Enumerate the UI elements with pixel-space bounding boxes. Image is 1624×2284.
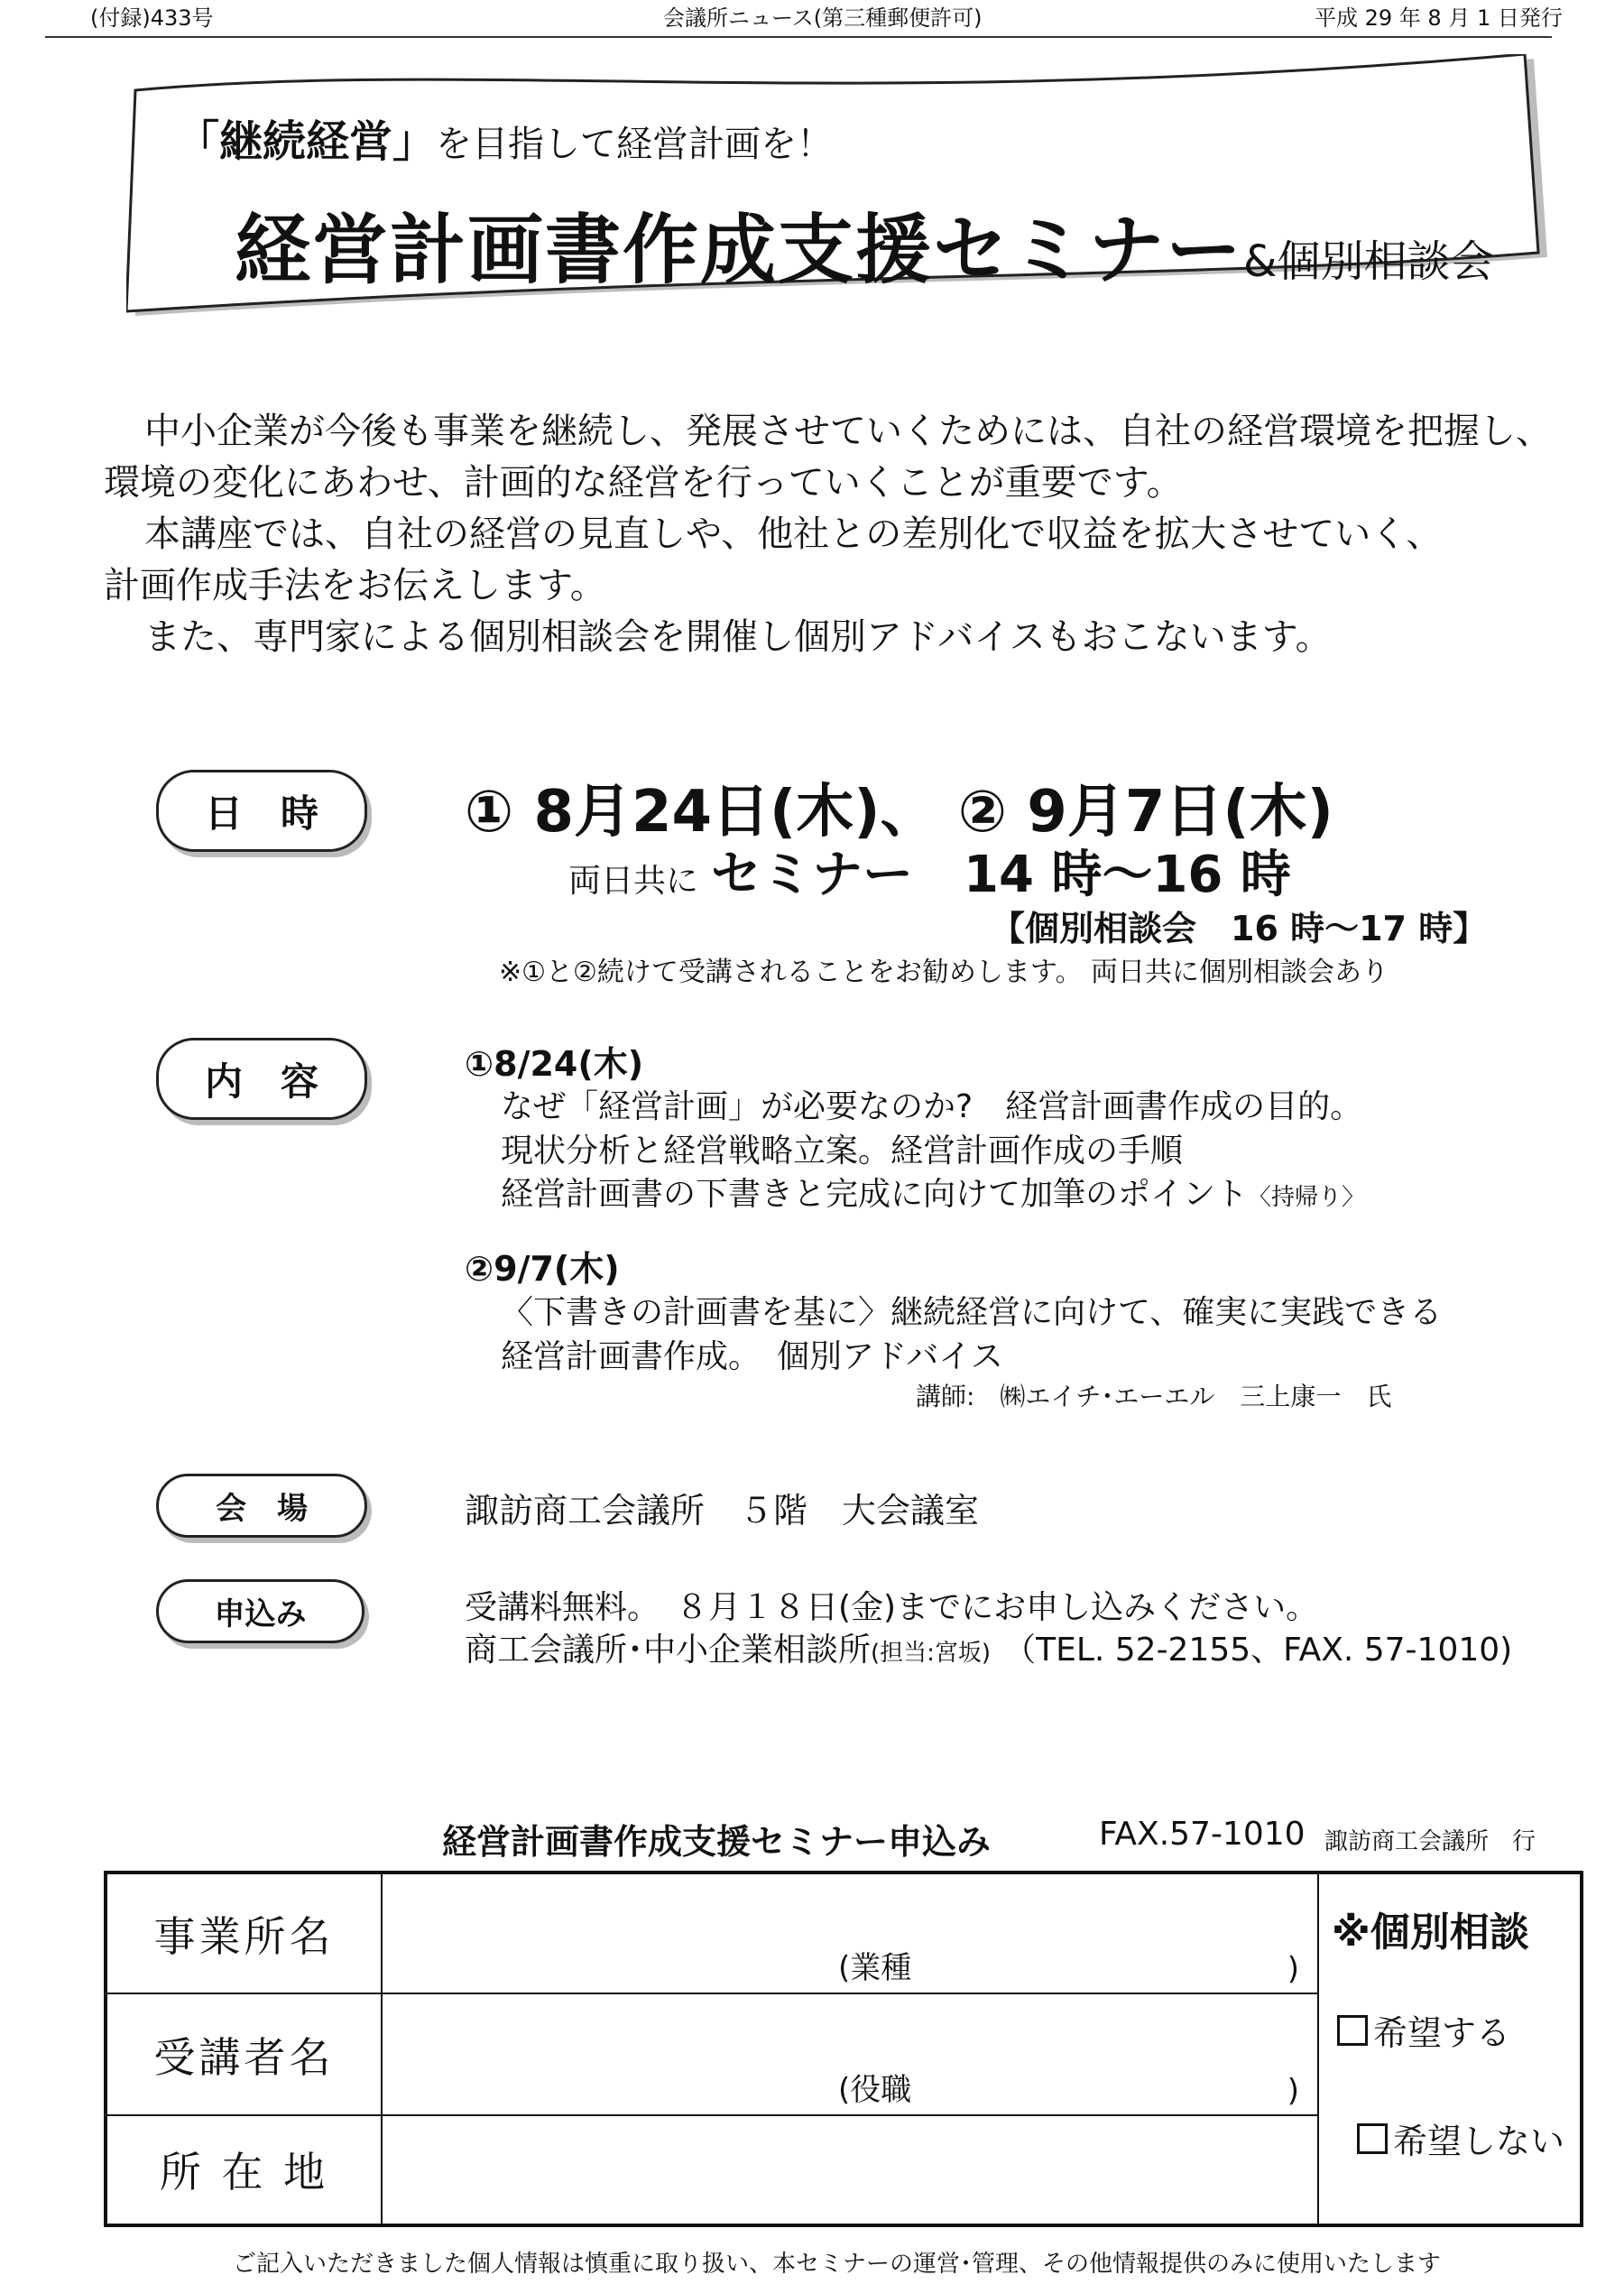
apply-deadline: 受講料無料。 ８月１８日(金)までにお申し込みください。 (465, 1589, 1319, 1626)
privacy-note: ご記入いただきました個人情報は慎重に取り扱い、本セミナーの運営･管理、その他情報提供のみに使用いたします (233, 2251, 1442, 2278)
day1-line: 経営計画書の下書きと完成に向けて加筆のポイント〈持帰り〉 (501, 1176, 1366, 1213)
checkbox-yes[interactable] (1337, 2015, 1368, 2046)
day2-line: 〈下書きの計画書を基に〉継続経営に向けて、確実に実践できる (501, 1294, 1443, 1331)
form-fax: FAX.57-1010 (1099, 1816, 1306, 1853)
opt-no[interactable]: 希望しない (1357, 2113, 1564, 2163)
day2-heading: ②9/7(木) (465, 1249, 620, 1289)
form-title: 経営計画書作成支援セミナー申込み (442, 1822, 992, 1862)
session-dates: ① 8月24日(木)、 ② 9月7日(木) (465, 779, 1333, 846)
consultation-time: 【個別相談会 16 時～17 時】 (991, 909, 1488, 948)
application-form (104, 1871, 1583, 2227)
paren-close: ) (1287, 2072, 1299, 2109)
business-name-field[interactable] (382, 1873, 1318, 1993)
apply-label: 申込み (156, 1579, 364, 1643)
day1-heading: ①8/24(木) (465, 1044, 644, 1084)
day1-line: なぜ「経営計画」が必要なのか? 経営計画書作成の目的。 (501, 1088, 1363, 1125)
lecturer: 講師: ㈱エイチ･エーエル 三上康一 氏 (916, 1382, 1392, 1411)
row-label-address: 所 在 地 (106, 2115, 382, 2225)
industry-hint: (業種 (838, 1950, 912, 1987)
attendance-note: ※①と②続けて受講されることをお勧めします。 両日共に個別相談会あり (499, 957, 1389, 988)
intro-text: 中小企業が今後も事業を継続し、発展させていくためには、自社の経営環境を把握し、 環境の変化にあわせ、計画的な経営を行っていくことが重要です。 本講座では、自社の経営の見直しや、他社との差別化で収益を拡大させていく、 計画作成手法をお伝えします。 また、専門家による個別相談会を開催し個別アドバイスもおこないます。 (104, 411, 1552, 658)
banner-subtitle: 「継続経営」を目指して経営計画を！ (176, 116, 834, 167)
venue-text: 諏訪商工会議所 ５階 大会議室 (465, 1491, 980, 1530)
banner-title: 経営計画書作成支援セミナー&個別相談会 (235, 206, 1494, 294)
paren-close: ) (1287, 1951, 1299, 1988)
row-label-attendee: 受講者名 (106, 1993, 382, 2114)
position-hint: (役職 (838, 2071, 912, 2108)
header-divider (45, 36, 1552, 38)
attendee-name-field[interactable] (382, 1993, 1318, 2114)
opt-yes[interactable]: 希望する (1337, 2005, 1510, 2055)
consultation-box (1318, 1873, 1582, 2225)
day1-line: 現状分析と経営戦略立案。経営計画作成の手順 (501, 1133, 1184, 1170)
form-destination: 諏訪商工会議所 行 (1324, 1828, 1536, 1855)
newsletter-name: 会議所ニュース(第三種郵便許可) (663, 5, 983, 31)
checkbox-no[interactable] (1357, 2123, 1388, 2154)
seminar-time: 両日共に セミナー 14 時～16 時 (568, 846, 1291, 904)
apply-contact: 商工会議所･中小企業相談所(担当:宮坂) （TEL. 52-2155、FAX. 57-1010) (465, 1632, 1513, 1669)
datetime-label: 日 時 (156, 770, 367, 852)
address-field[interactable] (382, 2115, 1318, 2225)
issue-date: 平成 29 年 8 月 1 日発行 (1315, 5, 1563, 31)
day2-line: 経営計画書作成。 個別アドバイス (501, 1338, 1003, 1375)
consultation-heading: ※個別相談 (1332, 1909, 1529, 1956)
row-label-business: 事業所名 (106, 1873, 382, 1993)
venue-label: 会 場 (156, 1474, 367, 1538)
issue-number: (付録)433号 (90, 5, 214, 31)
content-label: 内 容 (156, 1038, 367, 1120)
